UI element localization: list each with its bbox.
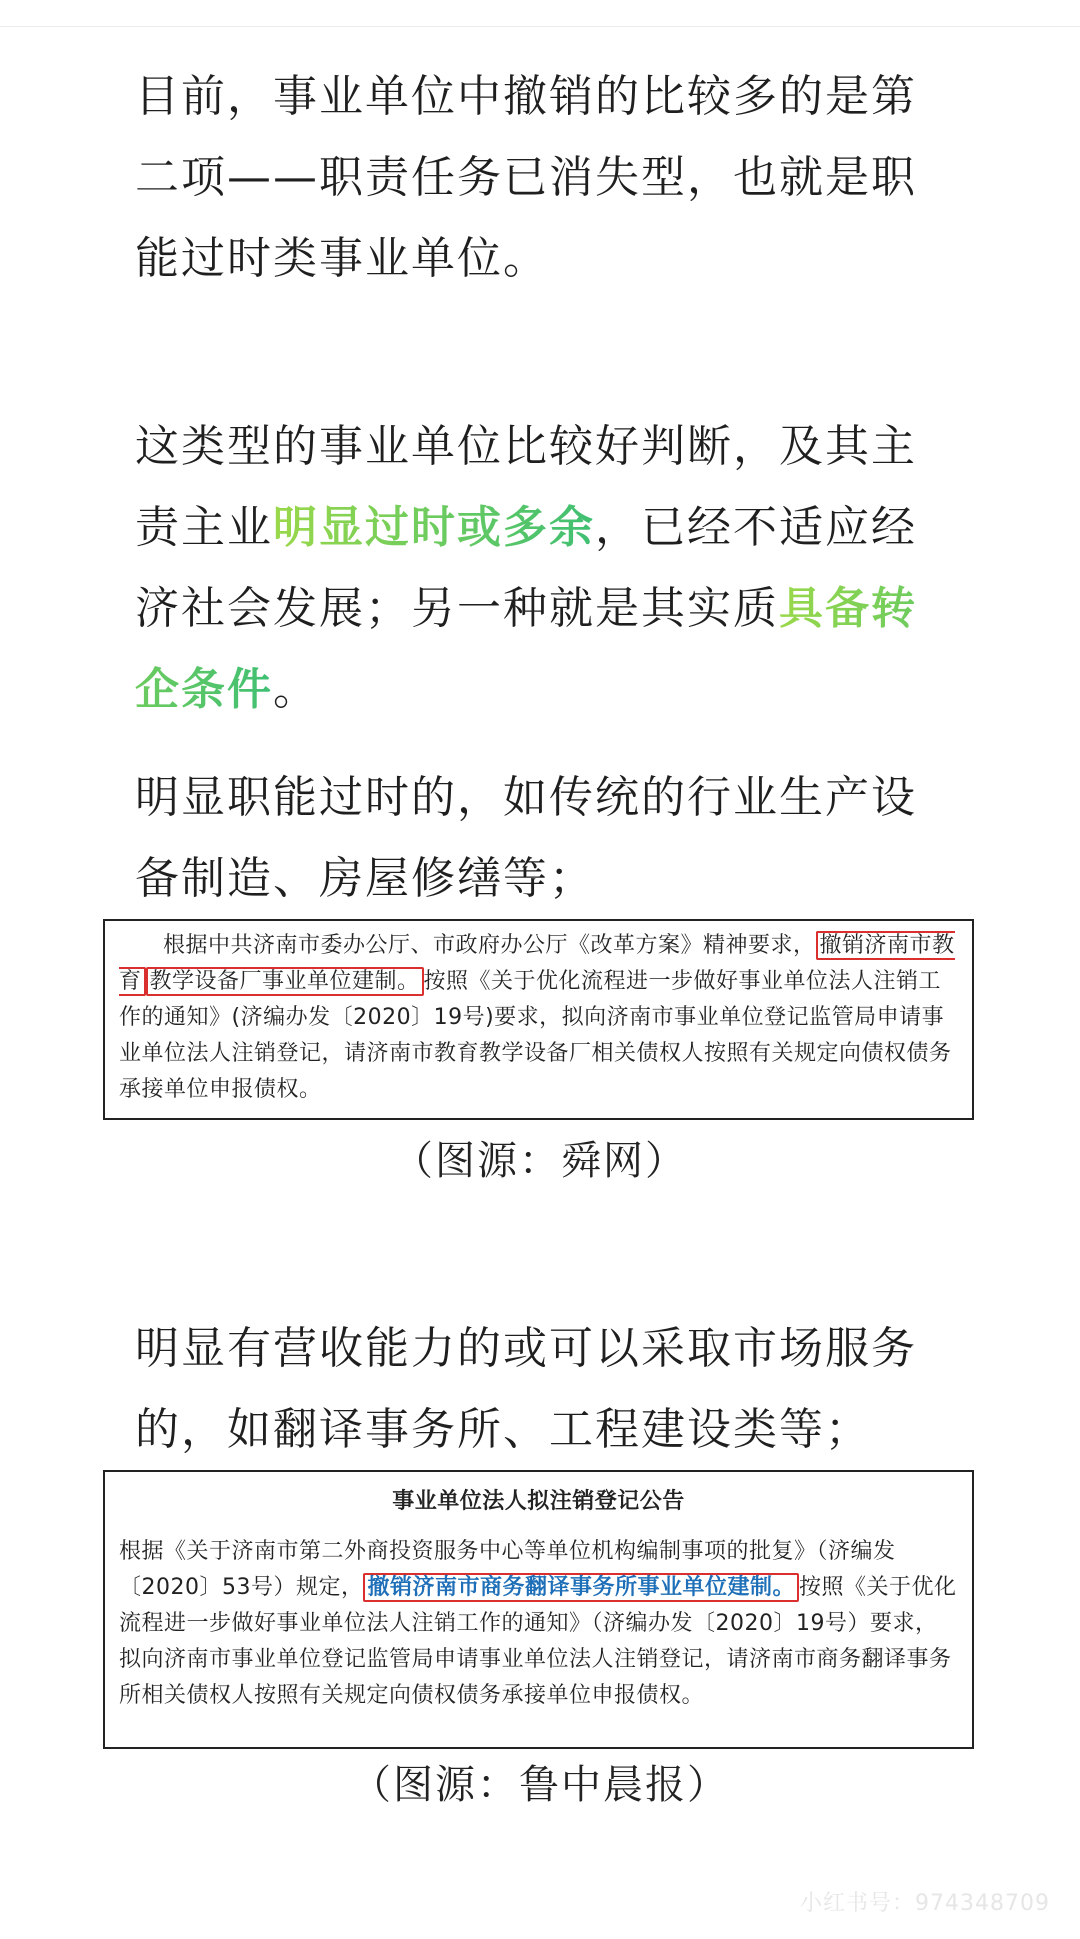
paragraph-3-text: 明显职能过时的，如传统的行业生产设备制造、房屋修缮等； xyxy=(135,772,917,904)
document-2-text xyxy=(119,1534,958,1714)
image-caption-1: （图源：舜网） xyxy=(393,1138,687,1184)
paragraph-1-text: 目前，事业单位中撤销的比较多的是第二项——职责任务已消失型，也就是职能过时类事业单位。 xyxy=(135,71,917,284)
document-screenshot-1 xyxy=(103,919,974,1120)
paragraph-2-text-c: 。 xyxy=(273,664,319,715)
highlight-enterprise-conditions: 具备转企条件 xyxy=(135,583,917,715)
top-divider xyxy=(0,26,1080,27)
paragraph-1 xyxy=(135,56,955,299)
document-1-text xyxy=(119,928,958,1108)
watermark: 小红书号：974348709 xyxy=(800,1891,1050,1916)
paragraph-2 xyxy=(135,406,955,730)
image-caption-2: （图源：鲁中晨报） xyxy=(351,1762,729,1808)
paragraph-3 xyxy=(135,757,955,919)
red-box-highlight-1a: 撤销济南市教育 xyxy=(119,933,955,994)
red-box-highlight-1b: 教学设备厂事业单位建制。 xyxy=(146,967,424,996)
document-1-post: 按照《关于优化流程进一步做好事业单位法人注销工作的通知》(济编办发〔2020〕19号)要求，拟向济南市事业单位登记监管局申请事业单位法人注销登记，请济南市教育教学设备厂相关债权人按照有关规定向债权债务承接单位申报债权。 xyxy=(119,969,952,1102)
document-screenshot-2 xyxy=(103,1470,974,1749)
paragraph-4 xyxy=(135,1308,955,1470)
document-2-title: 事业单位法人拟注销登记公告 xyxy=(392,1489,685,1514)
document-1-pre: 根据中共济南市委办公厅、市政府办公厅《改革方案》精神要求， xyxy=(163,933,816,958)
document-2-pre: 根据《关于济南市第二外商投资服务中心等单位机构编制事项的批复》（济编发〔2020〕53号）规定， xyxy=(119,1539,896,1600)
paragraph-2-text-b: ，已经不适应经济社会发展；另一种就是其实质 xyxy=(135,502,917,634)
document-2-post: 按照《关于优化流程进一步做好事业单位法人注销工作的通知》（济编办发〔2020〕19号）要求，拟向济南市事业单位登记监管局申请事业单位法人注销登记，请济南市商务翻译事务所相关债权人按照有关规定向债权债务承接单位申报债权。 xyxy=(119,1575,957,1708)
paragraph-4-text: 明显有营收能力的或可以采取市场服务的，如翻译事务所、工程建设类等； xyxy=(135,1323,917,1455)
highlight-obsolete: 明显过时或多余 xyxy=(273,502,595,553)
red-box-highlight-2: 撤销济南市商务翻译事务所事业单位建制。 xyxy=(363,1573,799,1602)
paragraph-2-text-a: 这类型的事业单位比较好判断，及其主责主业 xyxy=(135,421,917,553)
